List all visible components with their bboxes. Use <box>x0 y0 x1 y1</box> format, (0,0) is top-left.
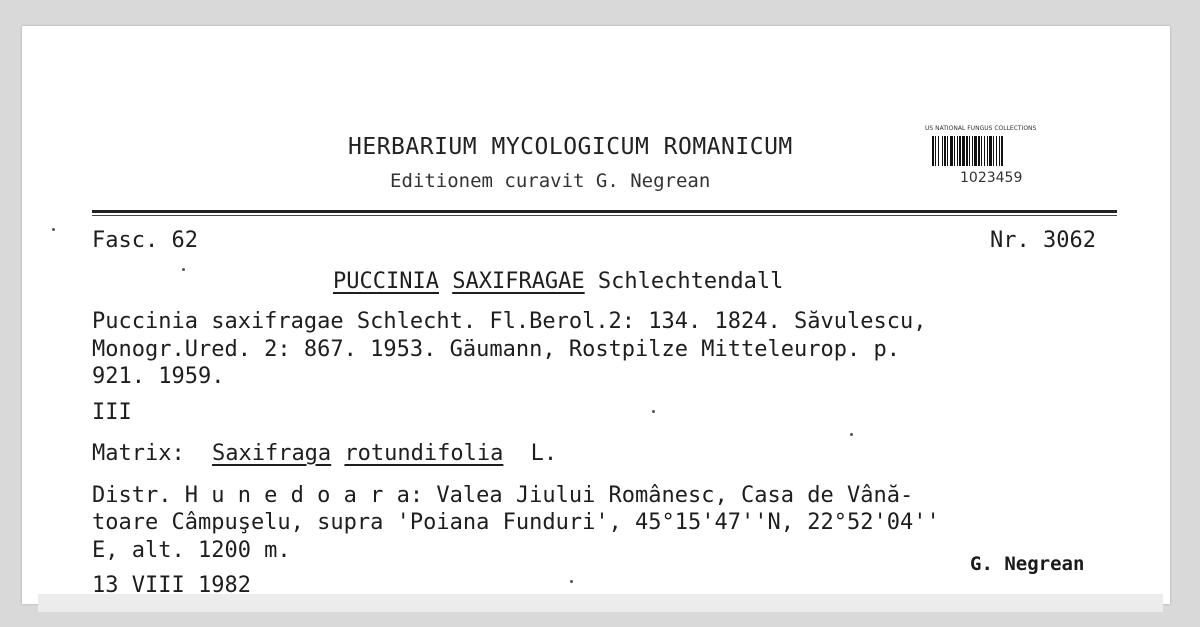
header-rule-thin <box>92 215 1117 216</box>
paper-speck <box>850 433 853 436</box>
species-name <box>333 271 783 293</box>
species-author: Schlechtendall <box>597 269 784 294</box>
barcode-bar <box>1003 136 1004 166</box>
matrix-epithet: rotundifolia <box>344 441 504 466</box>
exsiccata-number: Nr. 3062 <box>990 228 1096 253</box>
barcode-icon <box>932 136 1060 166</box>
barcode-number: 1023459 <box>960 170 1023 186</box>
distribution-line: E, alt. 1200 m. <box>92 538 291 563</box>
barcode-caption: US NATIONAL FUNGUS COLLECTIONS <box>925 125 1037 132</box>
distribution-line: toare Câmpuşelu, supra 'Poiana Funduri', 45°15'47''N, 22°52'04'' <box>92 510 940 535</box>
reference-line: 921. 1959. <box>92 364 225 389</box>
matrix-genus: Saxifraga <box>211 441 332 466</box>
fascicle-number: Fasc. 62 <box>92 228 198 253</box>
species-genus: PUCCINIA <box>333 269 439 294</box>
paper-speck <box>182 268 185 271</box>
header-rule <box>92 210 1117 213</box>
distribution-line: Distr. H u n e d o a r a: Valea Jiului Românesc, Casa de Vână- <box>92 483 914 508</box>
collector-name: G. Negrean <box>970 553 1085 575</box>
herbarium-title: HERBARIUM MYCOLOGICUM ROMANICUM <box>348 134 793 160</box>
reference-line: Puccinia saxifragae Schlecht. Fl.Berol.2: 134. 1824. Săvulescu, <box>92 309 927 334</box>
paper-speck <box>570 580 573 583</box>
spore-stage: III <box>92 400 132 425</box>
matrix-label: Matrix: <box>92 441 185 466</box>
reference-line: Monogr.Ured. 2: 867. 1953. Gäumann, Rostpilze Mitteleurop. p. <box>92 337 900 362</box>
collection-date: 13 VIII 1982 <box>92 573 251 598</box>
matrix-line <box>92 443 557 465</box>
editor-line: Editionem curavit G. Negrean <box>390 170 711 192</box>
paper-speck <box>652 410 655 413</box>
barcode-sticker <box>922 125 1068 189</box>
species-epithet: SAXIFRAGAE <box>452 269 585 294</box>
matrix-author: L. <box>530 441 558 466</box>
paper-speck <box>52 228 55 231</box>
